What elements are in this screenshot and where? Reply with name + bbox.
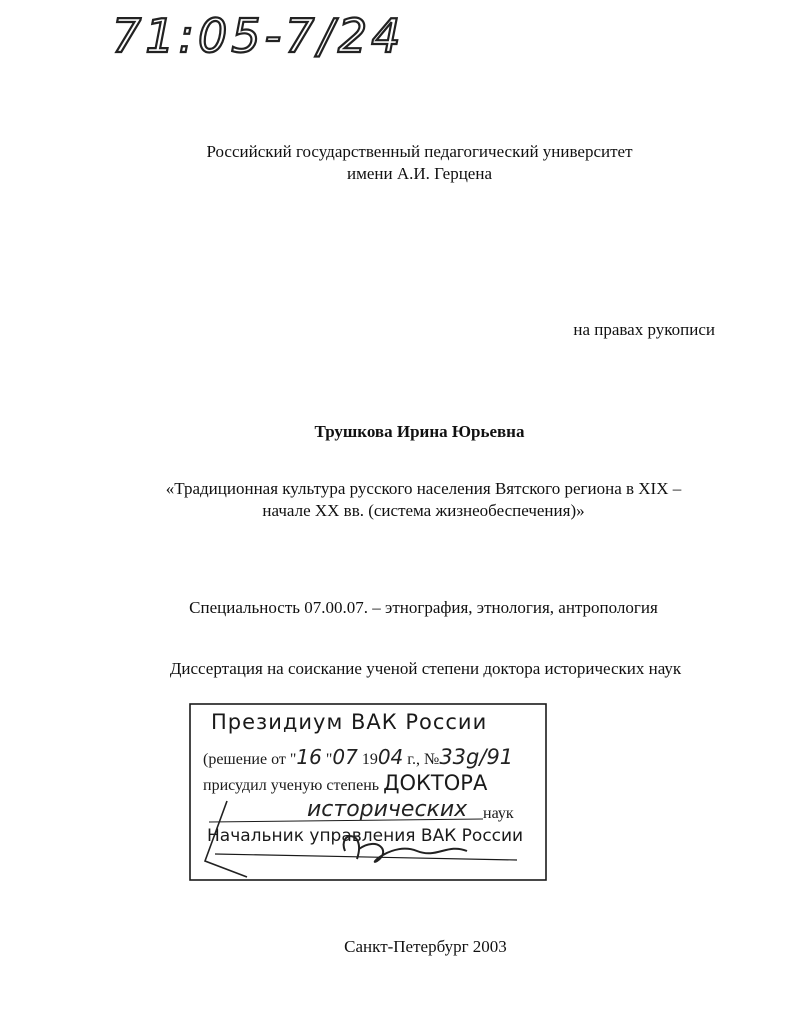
university-named-after: имени А.И. Герцена <box>346 164 492 183</box>
decision-day: 16 <box>296 745 322 769</box>
stamp-header: Президиум ВАК России <box>211 710 488 734</box>
title-line-2: начале XX вв. (система жизнеобеспечения)» <box>262 501 585 520</box>
vak-stamp <box>187 701 551 885</box>
city-year: Санкт-Петербург 2003 <box>344 937 507 956</box>
dissertation-title <box>24 478 799 522</box>
university-block <box>20 141 799 185</box>
university-name: Российский государственный педагогический университет <box>206 142 633 161</box>
degree-label: ДОКТОРА <box>383 771 488 795</box>
dissertation-degree-line: Диссертация на соискание ученой степени доктора исторических наук <box>169 659 682 678</box>
field-suffix: наук <box>483 805 514 822</box>
author-name: Трушкова Ирина Юрьевна <box>314 422 525 441</box>
decision-prefix: (решение от " <box>203 751 297 768</box>
stamp-decision-line: (решение от "16 "07 1904 г., №33g/91 <box>203 745 514 769</box>
title-line-1: «Традиционная культура русского населения Вятского региона в XIX – <box>165 479 682 498</box>
stamp-official: Начальник управления ВАК России <box>207 826 524 846</box>
stamp-awarded-line <box>203 771 487 795</box>
decision-year-suffix: г., № <box>407 751 440 768</box>
rights-note: на правах рукописи <box>573 320 715 339</box>
specialty-line: Специальность 07.00.07. – этнография, этнология, антропология <box>189 598 658 617</box>
decision-number: 33g/91 <box>439 745 514 769</box>
decision-year: 04 <box>377 745 404 769</box>
archive-number-text: 71:05-7/24 <box>112 9 405 63</box>
archive-number-handwritten <box>108 4 428 64</box>
archive-number-glyphs <box>108 4 428 64</box>
field-handwritten: исторических <box>307 797 468 822</box>
awarded-text: присудил ученую степень <box>203 777 380 794</box>
decision-month: 07 <box>332 745 358 769</box>
